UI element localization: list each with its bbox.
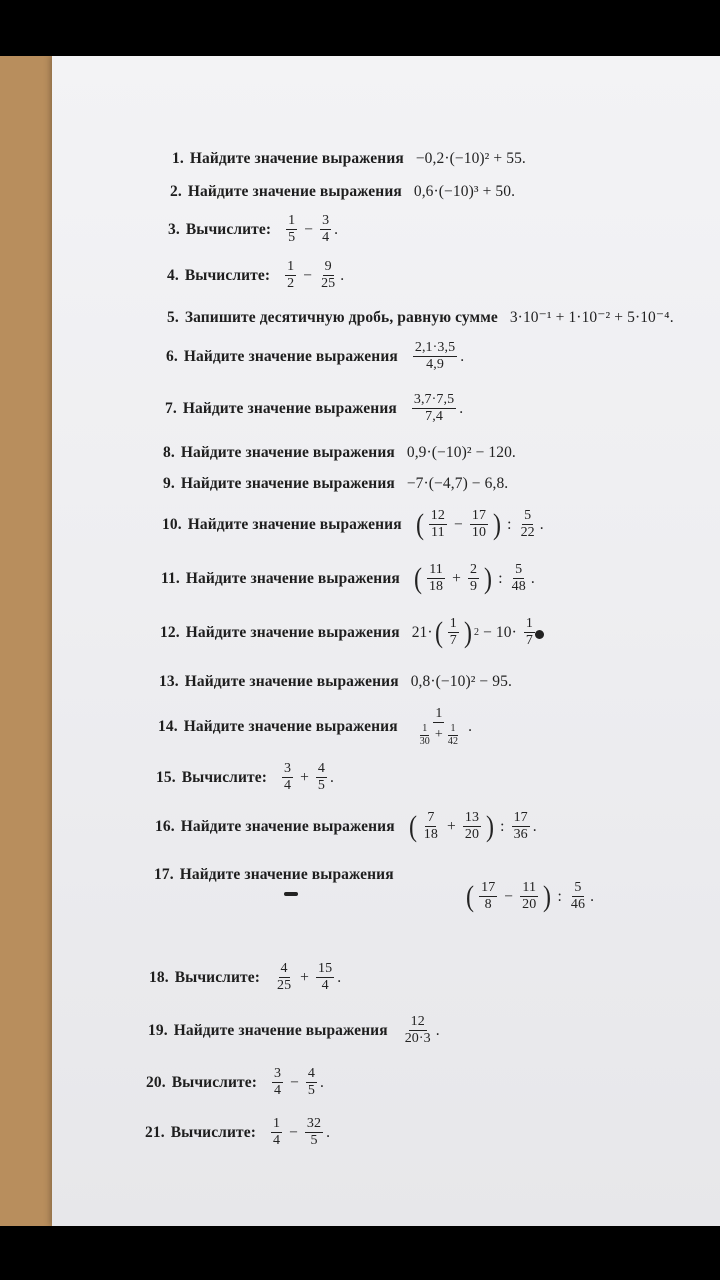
- task-number: 9.: [163, 475, 175, 492]
- task-17: [154, 866, 406, 884]
- task-text: Найдите значение выражения: [189, 150, 404, 167]
- fraction: $\frac{1}{2}$: [287, 259, 295, 292]
- task-text: Найдите значение выражения: [182, 399, 397, 417]
- task-text: Вычислите:: [174, 968, 260, 986]
- fraction: $\frac{1}{4}$: [272, 1116, 281, 1149]
- task-number: 2.: [170, 183, 182, 200]
- task-number: 5.: [167, 308, 179, 326]
- photo-background: [0, 56, 720, 1226]
- fraction: $\frac{4}{5}$: [317, 761, 326, 794]
- task-text: Найдите значение выражения: [180, 817, 395, 835]
- task-number: 3.: [168, 220, 180, 238]
- task-7: [165, 392, 463, 425]
- task-expression: 3·10⁻¹ + 1·10⁻² + 5·10⁻⁴.: [509, 309, 674, 326]
- fraction: $\frac{17}{8}$: [481, 880, 496, 913]
- task-text: Найдите значение выражения: [184, 673, 399, 690]
- task-text: Найдите значение выражения: [187, 515, 402, 533]
- task-number: 15.: [156, 768, 176, 786]
- task-expression: $\frac{3}{4}$ + $\frac{4}{5}$ .: [283, 761, 335, 794]
- task-expression: 0,8·(−10)² − 95.: [410, 673, 512, 690]
- task-number: 17.: [154, 866, 174, 883]
- task-16: [155, 810, 537, 843]
- task-18: [149, 961, 341, 994]
- task-13: [159, 673, 512, 691]
- fraction: $\frac{11}{20}$: [522, 880, 537, 913]
- task-text: Вычислите:: [171, 1073, 257, 1091]
- task-text: Вычислите:: [170, 1123, 256, 1141]
- task-expression: ( $\frac{11}{18}$ + $\frac{2}{9}$ ) : $\frac{5}{48}$ .: [413, 561, 535, 595]
- task-8: [163, 444, 516, 462]
- task-9: [163, 475, 508, 493]
- fraction: $\frac{1}{42}$: [447, 723, 459, 747]
- task-11: [161, 562, 535, 595]
- task-text: Найдите значение выражения: [183, 347, 398, 365]
- fraction: $\frac{17}{36}$: [513, 810, 528, 843]
- task-expression: −7·(−4,7) − 6,8.: [406, 475, 509, 492]
- task-expression: $\frac{12}{20\cdot 3}$ .: [404, 1014, 440, 1047]
- fraction: $\frac{2,1\cdot 3,5}{4,9}$: [414, 340, 456, 373]
- task-text: Найдите значение выражения: [183, 717, 398, 735]
- task-21: [145, 1116, 330, 1149]
- task-number: 20.: [146, 1073, 166, 1091]
- task-15: [156, 761, 334, 794]
- task-expression: $\frac{3,7\cdot 7,5}{7,4}$ .: [413, 392, 464, 425]
- task-1: [172, 150, 526, 168]
- task-text: Найдите значение выражения: [173, 1021, 388, 1039]
- fraction: $\frac{2}{9}$: [469, 562, 478, 595]
- ink-smudge: [284, 892, 298, 896]
- fraction: $\frac{12}{11}$: [430, 508, 445, 541]
- task-expression: −0,2·(−10)² + 55.: [415, 150, 526, 167]
- worksheet-page: [52, 56, 720, 1226]
- task-expression: ( $\frac{12}{11}$ − $\frac{17}{10}$ ) : $\frac{5}{22}$ .: [415, 507, 544, 541]
- task-3: [168, 213, 338, 246]
- task-number: 18.: [149, 968, 169, 986]
- task-5: [167, 308, 674, 327]
- task-number: 7.: [165, 399, 177, 417]
- task-expression: $\frac{1}{2}$ − $\frac{9}{25}$ .: [287, 259, 345, 292]
- fraction: $\frac{17}{10}$: [471, 508, 487, 541]
- task-number: 10.: [162, 515, 182, 533]
- fraction: $\frac{3}{4}$: [273, 1066, 282, 1099]
- ink-blot: [535, 630, 544, 639]
- fraction: $\frac{9}{25}$: [321, 259, 336, 292]
- task-14: [158, 706, 472, 747]
- task-number: 19.: [148, 1021, 168, 1039]
- task-text: Найдите значение выражения: [180, 475, 395, 492]
- task-19: [148, 1014, 440, 1047]
- fraction: $\frac{5}{48}$: [511, 562, 526, 595]
- task-17-expression-block: [464, 880, 594, 913]
- task-expression: $\frac{4}{25}$ + $\frac{15}{4}$ .: [276, 961, 342, 994]
- task-number: 16.: [155, 817, 175, 835]
- task-4: [167, 259, 344, 292]
- fraction: $\frac{4}{25}$: [276, 961, 292, 994]
- task-text: Запишите десятичную дробь, равную сумме: [184, 308, 498, 326]
- fraction: $\frac{15}{4}$: [318, 961, 333, 994]
- fraction: $\frac{3}{4}$: [283, 761, 292, 794]
- task-number: 13.: [159, 673, 179, 690]
- bottom-black-bar: [0, 1226, 720, 1280]
- task-text: Вычислите:: [184, 266, 271, 284]
- fraction: $\frac{13}{20}$: [464, 810, 480, 843]
- task-expression: $\frac{3}{4}$ − $\frac{4}{5}$ .: [273, 1066, 325, 1099]
- task-number: 11.: [161, 569, 180, 587]
- fraction: $\frac{3}{4}$: [322, 213, 330, 246]
- task-expression: ( $\frac{17}{8}$ − $\frac{11}{20}$ ) : $\frac{5}{46}$ .: [466, 879, 595, 913]
- task-12: [160, 616, 538, 649]
- fraction: $\frac{1}{5}$: [288, 213, 296, 246]
- task-expression: 21· ( $\frac{1}{7}$ ) 2 − 10· $\frac{1}{7}$: [411, 615, 533, 649]
- task-expression: $\frac{2,1\cdot 3,5}{4,9}$ .: [414, 340, 465, 373]
- fraction: $\frac{32}{5}$: [306, 1116, 322, 1149]
- fraction: $\frac{7}{18}$: [423, 810, 438, 843]
- task-text: Найдите значение выражения: [187, 183, 402, 200]
- task-number: 12.: [160, 623, 180, 641]
- task-number: 8.: [163, 444, 175, 461]
- task-expression: $\frac{1}{5}$ − $\frac{3}{4}$ .: [288, 213, 339, 246]
- fraction: 1 $\frac{1}{30}$ + $\frac{1}{42}$: [419, 706, 459, 747]
- task-10: [162, 508, 544, 541]
- task-text: Найдите значение выражения: [185, 569, 400, 587]
- task-2: [170, 183, 515, 201]
- task-text: Найдите значение выражения: [180, 444, 395, 461]
- fraction: $\frac{3,7\cdot 7,5}{7,4}$: [413, 392, 455, 425]
- fraction: $\frac{1}{30}$: [419, 723, 430, 747]
- task-text: Вычислите:: [181, 768, 267, 786]
- task-20: [146, 1066, 324, 1099]
- task-expression: $\frac{1}{4}$ − $\frac{32}{5}$ .: [272, 1116, 331, 1149]
- task-number: 1.: [172, 150, 184, 167]
- task-expression: ( $\frac{7}{18}$ + $\frac{13}{20}$ ) : $\frac{17}{36}$ .: [408, 809, 537, 843]
- task-6: [166, 340, 464, 373]
- task-number: 14.: [158, 717, 178, 735]
- task-text: Вычислите:: [185, 220, 272, 238]
- task-number: 21.: [145, 1123, 165, 1141]
- fraction: $\frac{12}{20\cdot 3}$: [404, 1014, 431, 1047]
- task-number: 6.: [166, 347, 178, 365]
- task-expression: 1 $\frac{1}{30}$ + $\frac{1}{42}$ .: [410, 706, 472, 747]
- task-text: Найдите значение выражения: [179, 866, 394, 883]
- task-number: 4.: [167, 266, 179, 284]
- task-expression: 0,9·(−10)² − 120.: [406, 444, 516, 461]
- fraction: $\frac{5}{22}$: [520, 508, 535, 541]
- fraction: $\frac{1}{7}$: [525, 616, 533, 649]
- fraction: $\frac{11}{18}$: [428, 562, 444, 595]
- fraction: $\frac{5}{46}$: [570, 880, 586, 913]
- fraction: $\frac{1}{7}$: [449, 616, 457, 649]
- task-expression: 0,6·(−10)³ + 50.: [413, 183, 516, 200]
- fraction: $\frac{4}{5}$: [307, 1066, 316, 1099]
- task-text: Найдите значение выражения: [185, 623, 400, 641]
